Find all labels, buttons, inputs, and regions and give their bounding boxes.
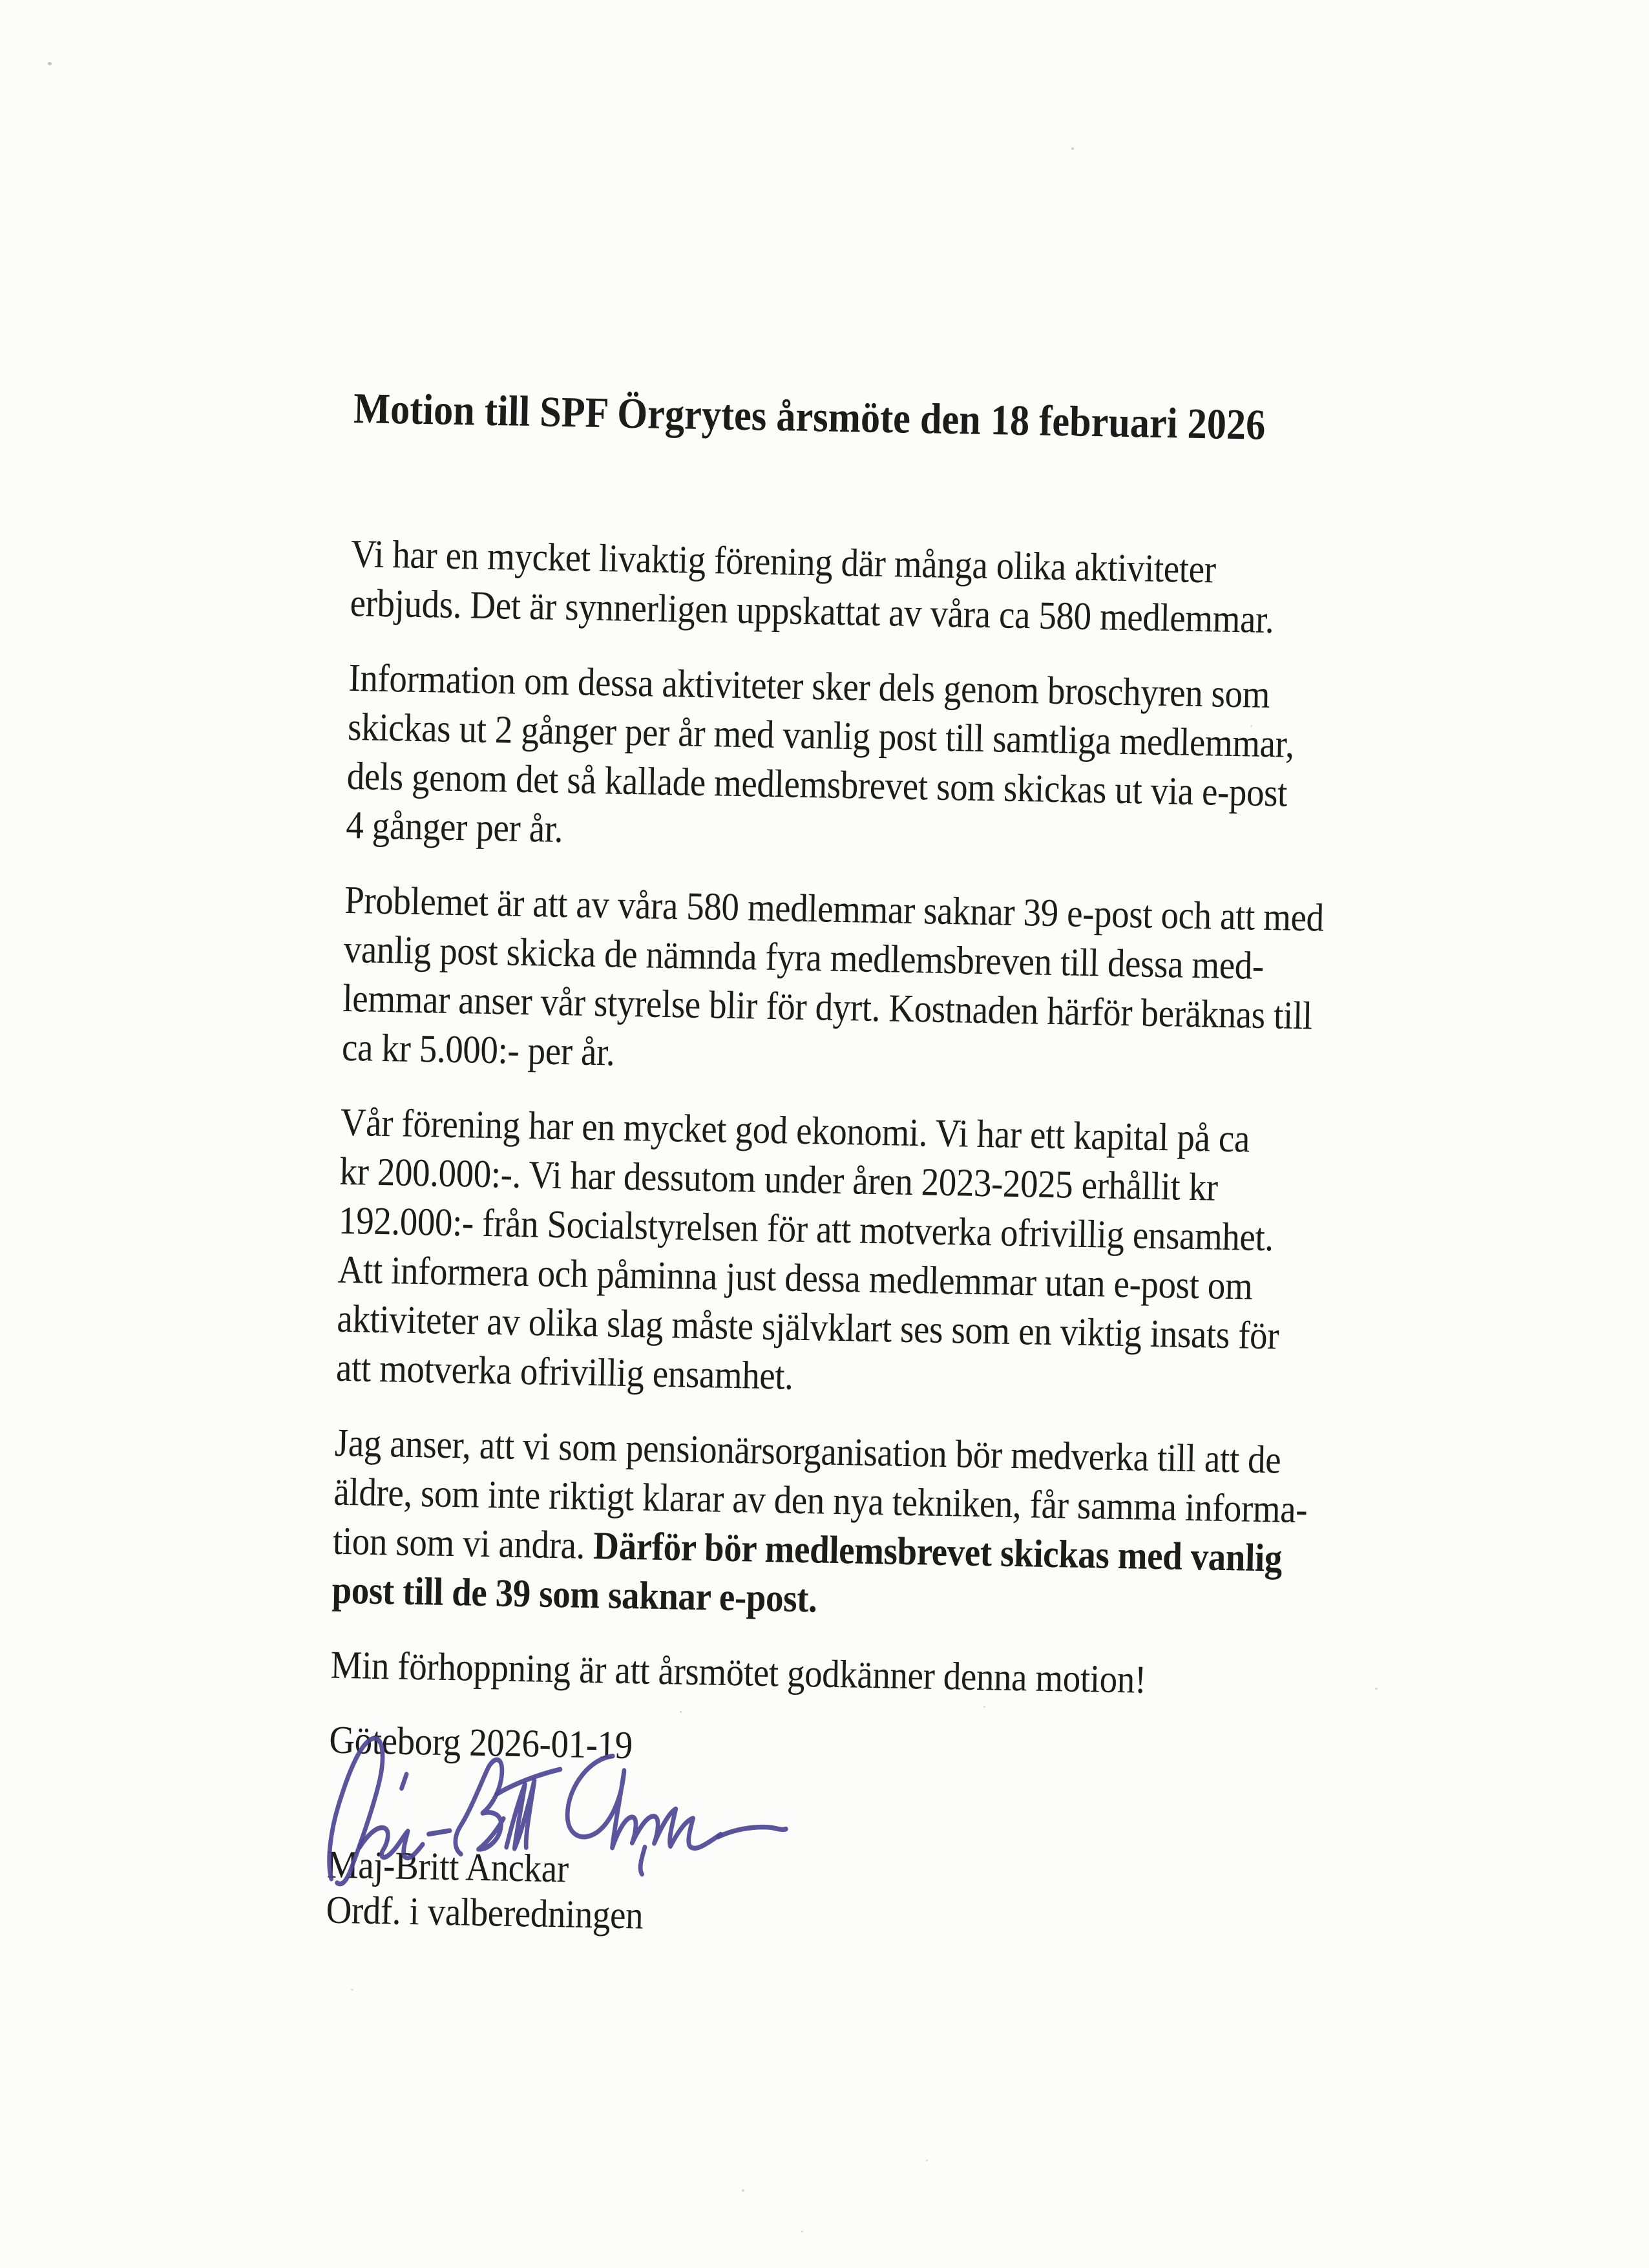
paragraph [350,530,1456,648]
letter-closing [326,1716,1434,1953]
text-line: 4 gånger per år. [345,803,563,852]
text-line: dels genom det så kallade medlemsbrevet som skickas ut via e-post [346,754,1288,815]
text-line: Min förhoppning är att årsmötet godkänner denna motion! [330,1643,1147,1702]
paragraph [330,1641,1436,1710]
text-line: vanlig post skicka de nämnda fyra medlemsbreven till dessa med- [343,927,1265,988]
text-line: Information om dessa aktiviteter sker dels genom broschyren som [348,656,1270,717]
letter-title: Motion till SPF Örgrytes årsmöte den 18 februari 2026 [353,384,1266,449]
text-line: erbjuds. Det är synnerligen uppskattat av våra ca 580 medlemmar. [350,581,1274,642]
text-line: skickas ut 2 gånger per år med vanlig post till samtliga medlemmar, [347,705,1295,766]
place-date-line: Göteborg 2026-01-19 [328,1718,633,1768]
scan-speck [351,1989,353,1991]
text-line: att motverka ofrivillig ensamhet. [335,1346,794,1398]
paragraph [341,876,1449,1093]
paragraph [346,654,1454,870]
text-line: kr 200.000:-. Vi har dessutom under åren 2023-2025 erhållit kr [339,1150,1219,1210]
text-line: aktiviteter av olika slag måste självklart ses som en viktig insats för [336,1297,1279,1358]
text-line: Problemet är att av våra 580 medlemmar saknar 39 e-post och att med [344,878,1325,940]
paragraph [331,1419,1440,1635]
text-line: tion som vi andra. Därför bör medlemsbrevet skickas med vanlig [332,1519,1283,1580]
scan-speck [680,1711,682,1713]
text-line: 192.000:- från Socialstyrelsen för att motverka ofrivillig ensamhet. [338,1199,1274,1260]
scan-speck [926,2159,928,2161]
paragraph [335,1098,1445,1413]
scan-speck [1375,1688,1378,1690]
scan-speck [983,1706,985,1708]
text-line: Att informera och påminna just dessa medlemmar utan e-post om [337,1248,1253,1308]
text-line: Vår förening har en mycket god ekonomi. Vi har ett kapital på ca [340,1100,1250,1161]
text-line: lemmar anser vår styrelse blir för dyrt. Kostnaden härför beräknas till [342,976,1313,1038]
text-line: Jag anser, att vi som pensionärsorganisation bör medverka till att de [334,1421,1281,1482]
text-line: äldre, som inte riktigt klarar av den nya tekniken, får samma informa- [333,1470,1308,1532]
text-line: Vi har en mycket livaktig förening där många olika aktiviteter [350,532,1217,592]
signatory-role: Ordf. i valberedningen [326,1888,644,1938]
scan-speck [48,62,52,65]
scan-speck [1071,147,1074,150]
letter-content [326,383,1459,1953]
scan-speck [1250,725,1252,727]
scan-speck [742,2189,744,2192]
handwritten-signature-icon [314,1725,793,1895]
signatory-name: Maj-Britt Anckar [326,1843,569,1891]
text-line: post till de 39 som saknar e-post. [331,1568,818,1621]
letter-body [330,530,1456,1710]
scan-speck [801,2231,803,2232]
text-line: ca kr 5.000:- per år. [341,1025,616,1075]
